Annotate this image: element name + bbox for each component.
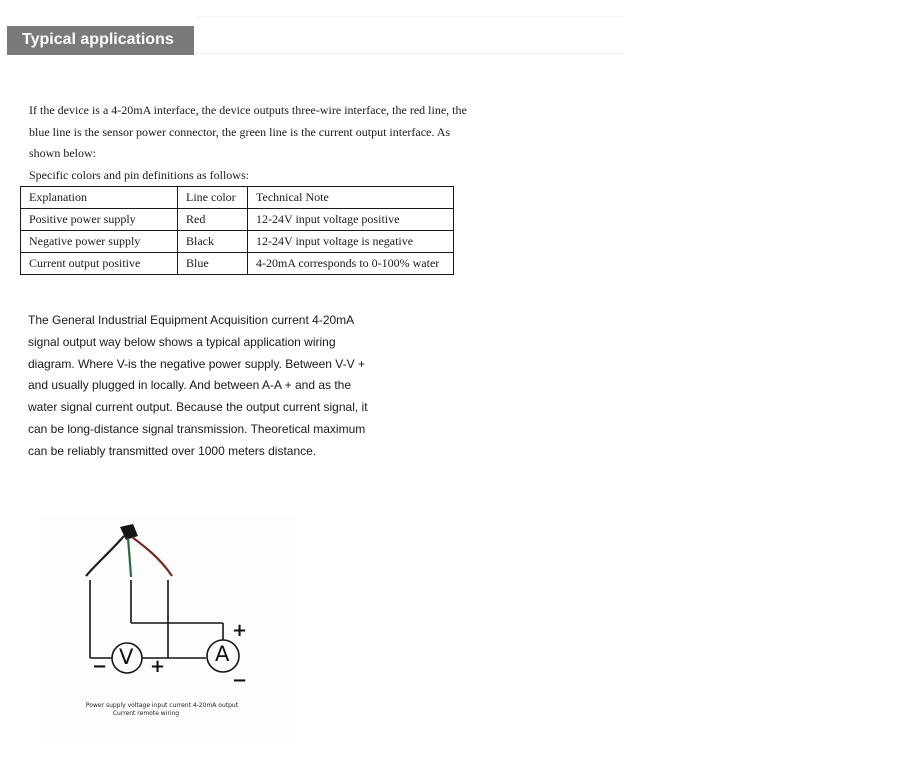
- voltmeter-label: V: [119, 645, 134, 669]
- ammeter-plus: +: [232, 620, 248, 641]
- voltmeter-minus: −: [92, 656, 108, 677]
- table-cell: 12-24V input voltage is negative: [248, 231, 454, 253]
- green-wire: [128, 538, 131, 577]
- diagram-caption-line2: Current remote wiring: [112, 710, 180, 717]
- table-caption: Specific colors and pin definitions as follows:: [29, 167, 249, 182]
- wiring-description: The General Industrial Equipment Acquisition current 4-20mA signal output way below shows a typical application wiring diagram. Where V-is the negative power supply. Between V-V + and usually plugged in locally. And between A-A + and as the water signal current output. Because the output current signal, it can be long-distance signal transmission. Theoretical maximum can be reliably transmitted over 1000 meters distance.: [28, 313, 368, 458]
- black-wire: [86, 536, 124, 576]
- table-row: [21, 231, 454, 253]
- circuit-lines: [90, 580, 223, 658]
- table-header-cell: Line color: [178, 187, 248, 209]
- table-cell: Red: [178, 209, 248, 231]
- table-row: [21, 209, 454, 231]
- table-row: [21, 253, 454, 275]
- ammeter-label: A: [215, 642, 230, 666]
- red-wire: [132, 537, 172, 576]
- pin-definition-table: [20, 186, 454, 275]
- header-rule: [194, 53, 624, 54]
- section-title: Typical applications: [22, 31, 174, 48]
- voltmeter-plus: +: [150, 656, 166, 677]
- intro-paragraph: If the device is a 4-20mA interface, the device outputs three-wire interface, the red line, the blue line is the sensor power connector, the green line is the current output interface. As shown below:: [29, 103, 467, 160]
- table-cell: Negative power supply: [21, 231, 178, 253]
- table-cell: Black: [178, 231, 248, 253]
- table-cell: 12-24V input voltage positive: [248, 209, 454, 231]
- header-top-rule: [194, 16, 624, 17]
- table-cell: Current output positive: [21, 253, 178, 275]
- intro-text-block: [29, 100, 469, 186]
- table-cell: Blue: [178, 253, 248, 275]
- diagram-caption-line1: Power supply voltage input current 4-20mA output: [85, 702, 239, 709]
- table-cell: Positive power supply: [21, 209, 178, 231]
- table-header-row: [21, 187, 454, 209]
- table-header-cell: Technical Note: [248, 187, 454, 209]
- table-cell: 4-20mA corresponds to 0-100% water: [248, 253, 454, 275]
- table-header-cell: Explanation: [21, 187, 178, 209]
- wiring-diagram: [40, 516, 296, 738]
- ammeter-minus: −: [232, 670, 248, 691]
